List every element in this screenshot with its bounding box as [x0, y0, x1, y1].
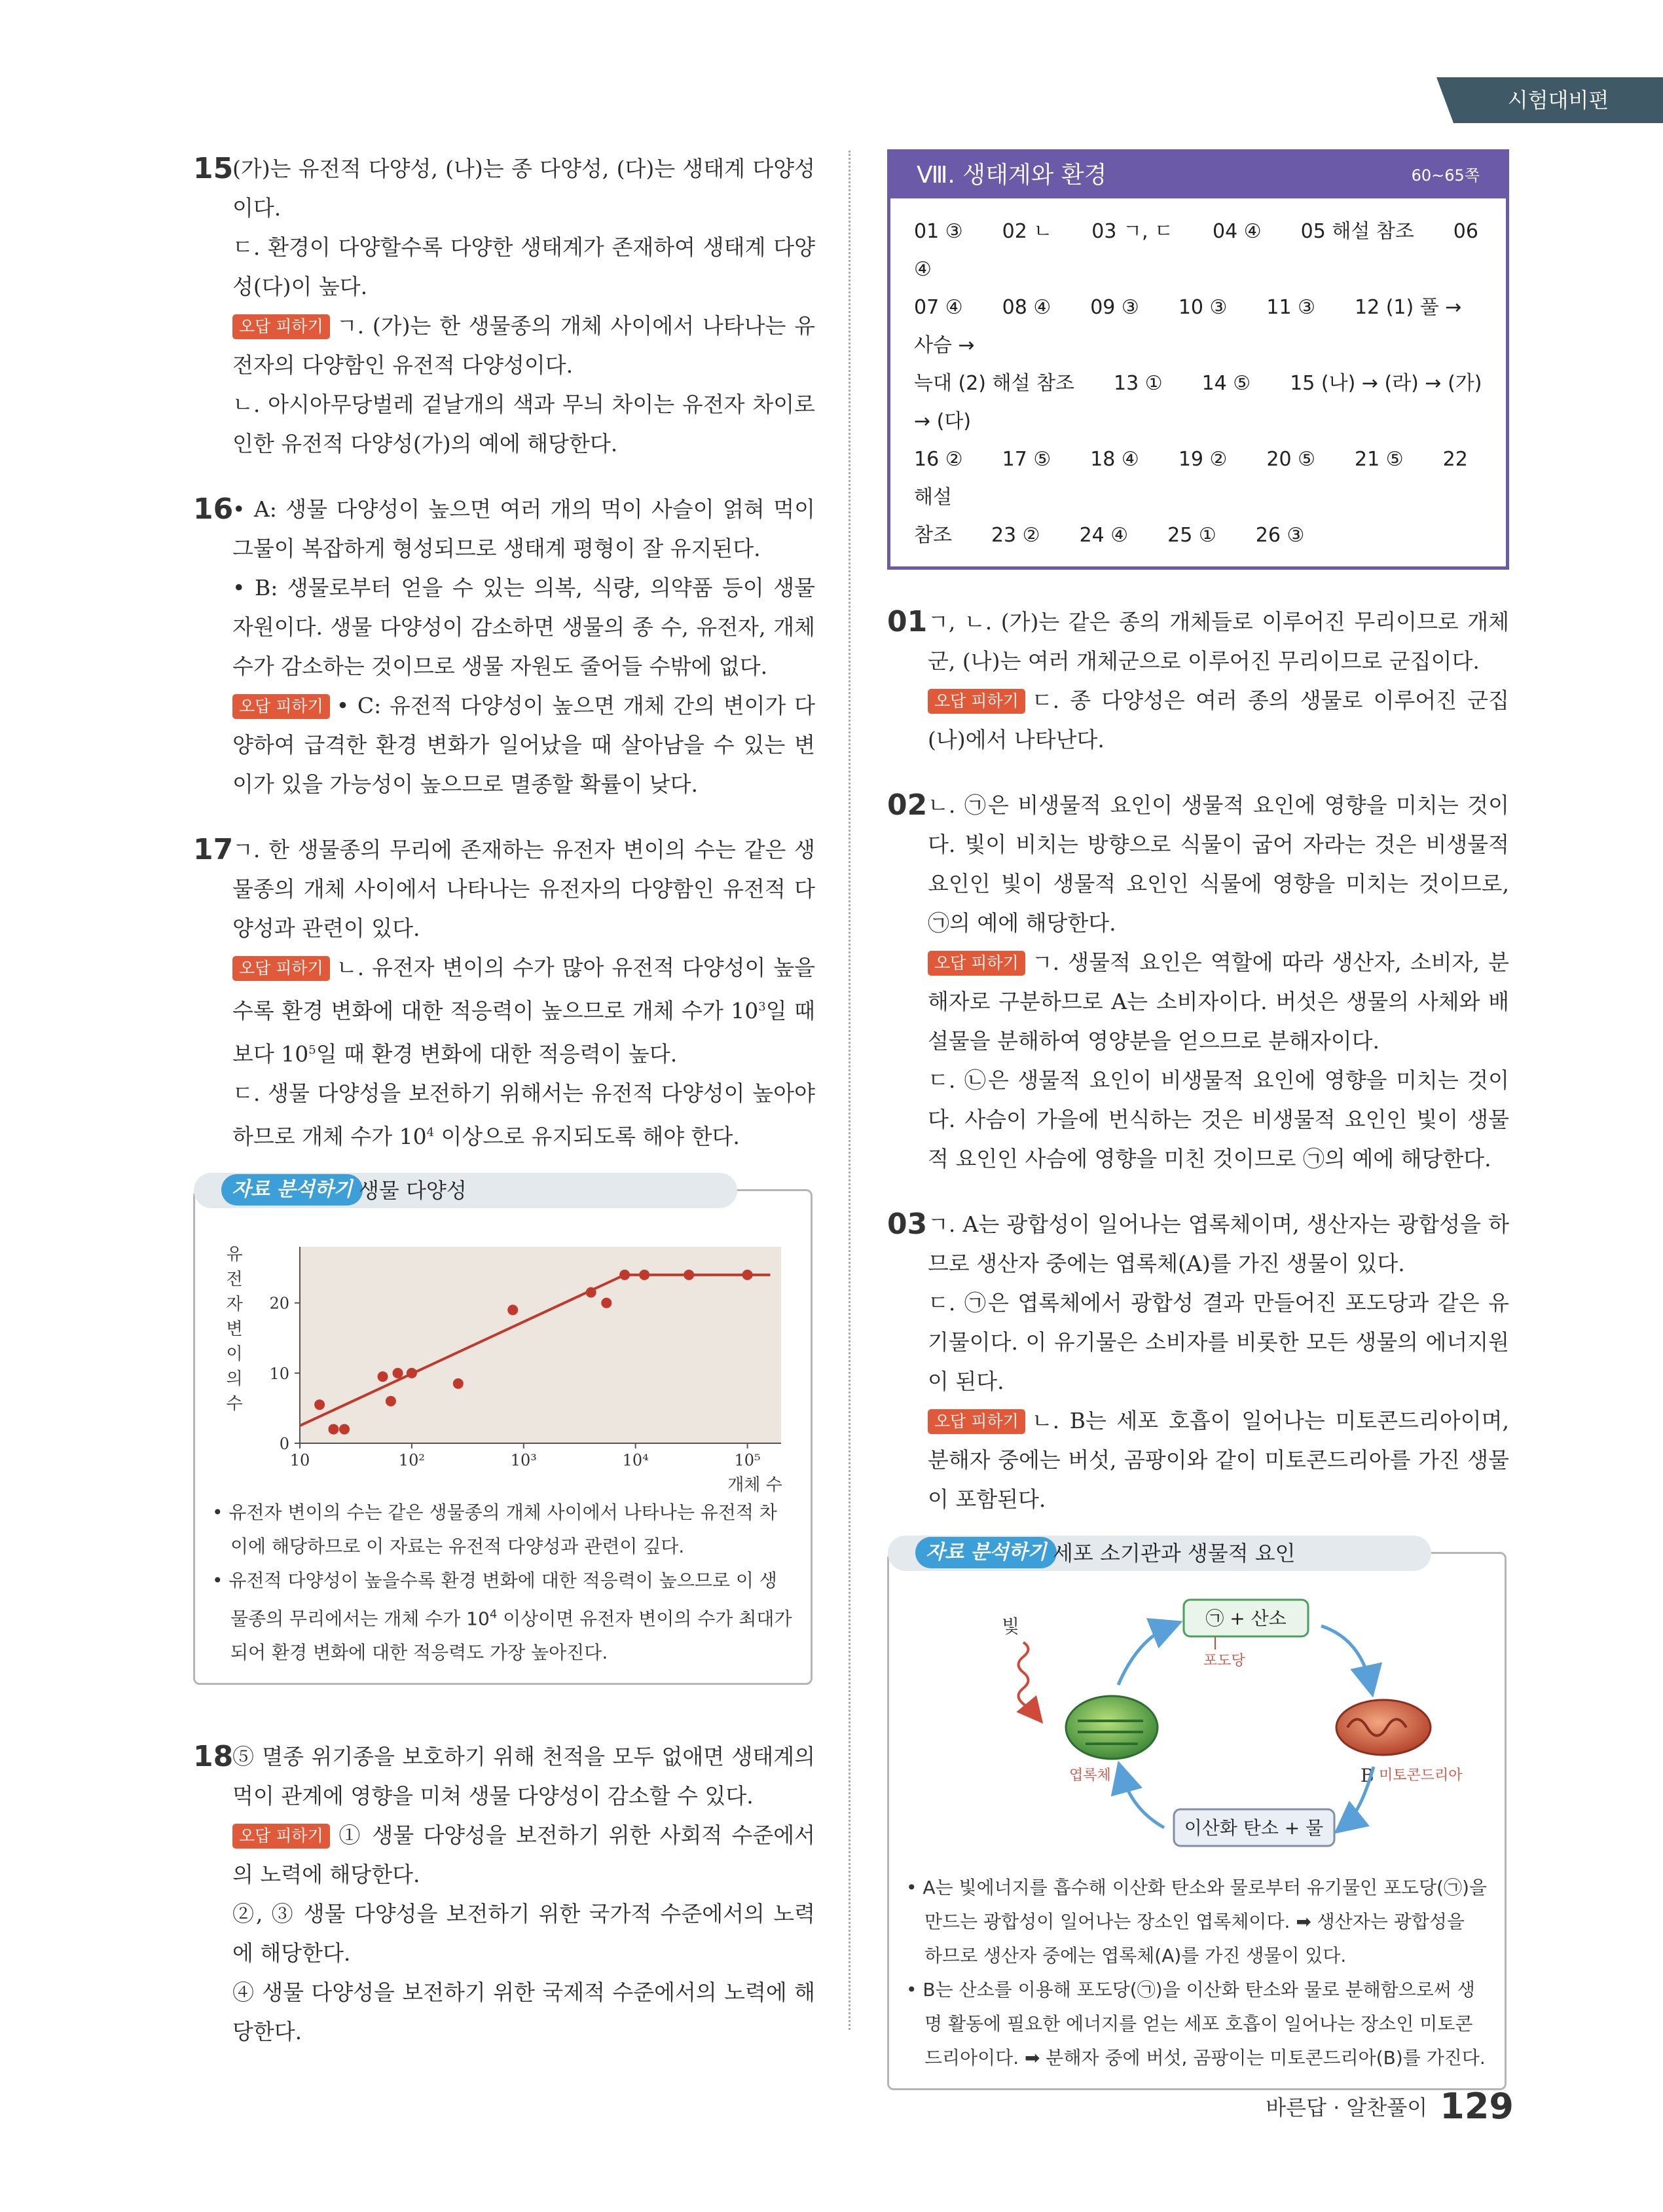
y-axis-label-char: 수 [226, 1394, 243, 1414]
chloroplast-label: 엽록체 A [1069, 1767, 1125, 1784]
wrong-answer-tag: 오답 피하기 [232, 694, 330, 719]
question-number: 16 [193, 492, 234, 526]
question-15 [193, 149, 815, 464]
explanation-line: ㄷ. ㉡은 생물적 요인이 비생물적 요인에 영향을 미치는 것이다. 사슴이 가을에 번식하는 것은 비생물적 요인인 빛이 생물적 요인인 사슴에 영향을 미친 것이므로 ㉠의 예에 해당한다. [928, 1067, 1509, 1171]
explanation-line: ㄱ. (가)는 한 생물종의 개체 사이에서 나타나는 유전자의 다양함인 유전적 다양성이다. [232, 313, 815, 378]
question-18 [193, 1737, 815, 2052]
data-point [742, 1270, 753, 1280]
analysis-badge: 자료 분석하기 [221, 1174, 363, 1206]
y-axis-label-char: 의 [226, 1369, 243, 1389]
data-analysis-box-organelles [887, 1541, 1507, 2090]
x-tick-label: 10⁵ [734, 1451, 761, 1469]
explanation-line: ㄱ, ㄴ. (가)는 같은 종의 개체들로 이루어진 무리이므로 개체군, (나)는 여러 개체군으로 이루어진 무리이므로 군집이다. [928, 609, 1509, 674]
wrong-answer-tag: 오답 피하기 [928, 689, 1025, 714]
explanation-line: (가)는 유전적 다양성, (나)는 종 다양성, (다)는 생태계 다양성이다. [232, 156, 815, 221]
answer-03 [887, 1205, 1509, 1519]
y-axis-label-char: 유 [226, 1245, 243, 1264]
data-analysis-box-biodiversity [193, 1178, 813, 1685]
explanation-line: ⑤ 멸종 위기종을 보호하기 위해 천적을 모두 없애면 생태계의 먹이 관계에 영향을 미쳐 생물 다양성이 감소할 수 있다. [232, 1744, 815, 1809]
arrow-glucose-to-mito [1321, 1626, 1370, 1685]
left-column [193, 149, 815, 2078]
question-17 [193, 830, 815, 1156]
analysis-bullet: • 유전자 변이의 수는 같은 생물종의 개체 사이에서 나타나는 유전적 차이에 해당하므로 이 자료는 유전적 다양성과 관련이 깊다. [212, 1502, 777, 1557]
x-tick-label: 10 [289, 1451, 310, 1469]
data-point [619, 1270, 630, 1280]
page-range: 60~65쪽 [1411, 166, 1480, 185]
data-point [314, 1399, 325, 1410]
page-footer [1266, 2086, 1514, 2127]
y-tick-label: 10 [269, 1364, 289, 1383]
explanation-text: ㄴ. 유전자 변이의 수가 많아 유전적 다양성이 높을수록 환경 변화에 대한 적응력이 높으므로 개체 수가 10 [232, 955, 815, 1023]
explanation-line: ㄷ. 환경이 다양할수록 다양한 생태계가 존재하여 생태계 다양성(다)이 높다. [232, 234, 815, 299]
wrong-answer-tag: 오답 피하기 [928, 1409, 1025, 1434]
exponent: 5 [308, 1043, 316, 1057]
wrong-answer-tag: 오답 피하기 [232, 956, 330, 981]
analysis-bullet: • A는 빛에너지를 흡수해 이산화 탄소와 물로부터 유기물인 포도당(㉠)을 만드는 광합성이 일어나는 장소인 엽록체이다. ➡ 생산자는 광합성을 하므로 생산자 중에는 엽록체(A)를 가진 생물이 있다. [906, 1877, 1488, 1966]
section-tab: 시험대비편 [1453, 77, 1663, 123]
data-point [601, 1298, 612, 1308]
data-point [393, 1368, 403, 1378]
explanation-text: 이상으로 유지되도록 해야 한다. [434, 1124, 740, 1149]
light-arrow [1019, 1642, 1037, 1716]
data-point [684, 1270, 694, 1280]
right-column [887, 149, 1509, 2090]
explanation-line: ① 생물 다양성을 보전하기 위한 사회적 수준에서의 노력에 해당한다. [232, 1822, 815, 1888]
answer-key-box [887, 149, 1509, 570]
question-number: 15 [193, 152, 234, 185]
light-label: 빛 [1002, 1615, 1020, 1637]
explanation-line: ㄱ. A는 광합성이 일어나는 엽록체이며, 생산자는 광합성을 하므로 생산자 중에는 엽록체(A)를 가진 생물이 있다. [928, 1211, 1509, 1276]
data-point [507, 1304, 518, 1315]
y-tick-label: 0 [279, 1435, 289, 1453]
question-number: 01 [887, 605, 928, 638]
explanation-line: • C: 유전적 다양성이 높으면 개체 간의 변이가 다양하여 급격한 환경 변화가 일어났을 때 살아남을 수 있는 변이가 있을 가능성이 높으므로 멸종할 확률이 낮다. [232, 693, 815, 797]
analysis-title: 세포 소기관과 생물적 요인 [1053, 1541, 1296, 1566]
book-title: 바른답 · 알찬풀이 [1266, 2095, 1428, 2120]
analysis-title: 생물 다양성 [359, 1178, 467, 1203]
x-axis-label: 개체 수 [727, 1475, 782, 1495]
answer-01 [887, 602, 1509, 760]
exponent: 3 [758, 1000, 766, 1014]
explanation-line: ㄴ. 아시아무당벌레 겉날개의 색과 무늬 차이는 유전자 차이로 인한 유전적 다양성(가)의 예에 해당한다. [232, 392, 815, 456]
glucose-oxygen-label: ㉠ + 산소 [1205, 1608, 1287, 1629]
explanation-text: ㄷ. 생물 다양성을 보전하기 위해서는 유전적 다양성이 높아야 하므로 개체 수가 10 [232, 1080, 815, 1149]
answer-02 [887, 786, 1509, 1179]
genetic-variation-chart [208, 1221, 797, 1496]
page-number: 129 [1440, 2086, 1514, 2127]
x-tick-label: 10⁴ [622, 1451, 649, 1469]
x-tick-label: 10² [398, 1451, 425, 1469]
analysis-bullet: • B는 산소를 이용해 포도당(㉠)을 이산화 탄소와 물로 분해함으로써 생명 활동에 필요한 에너지를 얻는 세포 호흡이 일어나는 장소인 미토콘드리아이다. ➡ 분해자 중에 버섯, 곰팡이는 미토콘드리아(B)를 가진다. [906, 1979, 1486, 2069]
explanation-line: ②, ③ 생물 다양성을 보전하기 위한 국가적 수준에서의 노력에 해당한다. [232, 1901, 815, 1966]
y-axis-label [226, 1245, 242, 1414]
answer-row: 07 ④ 08 ④ 09 ③ 10 ③ 11 ③ 12 (1) 풀 → 사슴 → [914, 296, 1462, 357]
mitochondria-letter: B [1361, 1765, 1374, 1786]
unit-title: Ⅷ. 생태계와 환경 [917, 162, 1107, 189]
data-point [639, 1270, 649, 1280]
chloroplast-icon [1066, 1696, 1158, 1759]
y-axis-label-char: 이 [226, 1344, 243, 1364]
question-number: 03 [887, 1207, 928, 1241]
data-point [339, 1424, 350, 1435]
y-axis-label-char: 전 [226, 1270, 243, 1289]
explanation-line: ㄱ. 생물적 요인은 역할에 따라 생산자, 소비자, 분해자로 구분하므로 A는 소비자이다. 버섯은 생물의 사체와 배설물을 분해하여 영양분을 얻으므로 분해자이다. [928, 949, 1509, 1054]
answer-row: 늑대 (2) 해설 참조 13 ① 14 ⑤ 15 (나) → (라) → (가) → (다) [914, 372, 1482, 433]
explanation-line: • B: 생물로부터 얻을 수 있는 의복, 식량, 의약품 등이 생물 자원이다. 생물 다양성이 감소하면 생물의 종 수, 유전자, 개체 수가 감소하는 것이므로 생물 자원도 줄어들 수밖에 없다. [232, 575, 815, 679]
answer-key-header [890, 153, 1506, 198]
arrow-co2-to-chloroplast [1122, 1773, 1164, 1828]
explanation-line: ④ 생물 다양성을 보전하기 위한 국제적 수준에서의 노력에 해당한다. [232, 1980, 815, 2045]
analysis-bullet [212, 1564, 794, 1670]
data-point [407, 1368, 417, 1378]
data-point [453, 1378, 464, 1389]
explanation-line: • A: 생물 다양성이 높으면 여러 개의 먹이 사슬이 얽혀 먹이 그물이 복잡하게 형성되므로 생태계 평형이 잘 유지된다. [232, 496, 815, 561]
explanation-line: ㄷ. 종 다양성은 여러 종의 생물로 이루어진 군집(나)에서 나타난다. [928, 688, 1509, 752]
plot-area [300, 1247, 781, 1443]
arrow-chloroplast-to-glucose [1118, 1626, 1171, 1685]
explanation-text: 일 때 환경 변화에 대한 적응력이 높다. [316, 1041, 678, 1067]
data-point [586, 1287, 596, 1298]
question-number: 17 [193, 833, 234, 866]
bullet-text: • 유전적 다양성이 높을수록 환경 변화에 대한 적응력이 높으므로 이 생물종의 무리에서는 개체 수가 10 [212, 1570, 777, 1630]
column-divider [849, 151, 850, 2030]
mitochondria-label: 미토콘드리아 [1379, 1767, 1463, 1784]
question-number: 02 [887, 788, 928, 822]
x-tick-label: 10³ [510, 1451, 537, 1469]
answer-row: 참조 23 ② 24 ④ 25 ① 26 ③ [914, 524, 1305, 547]
glucose-label: 포도당 [1203, 1653, 1245, 1669]
y-axis-label-char: 자 [226, 1295, 243, 1314]
exponent: 4 [426, 1126, 435, 1139]
answer-row: 01 ③ 02 ㄴ 03 ㄱ, ㄷ 04 ④ 05 해설 참조 06 ④ [914, 220, 1478, 281]
organelle-cycle-diagram [902, 1580, 1491, 1868]
explanation-line: ㄴ. B는 세포 호흡이 일어나는 미토콘드리아이며, 분해자 중에는 버섯, 곰팡이와 같이 미토콘드리아를 가진 생물이 포함된다. [928, 1408, 1509, 1512]
y-tick-label: 20 [269, 1294, 289, 1313]
question-number: 18 [193, 1740, 234, 1774]
wrong-answer-tag: 오답 피하기 [928, 951, 1025, 976]
exponent: 4 [489, 1608, 498, 1621]
wrong-answer-tag: 오답 피하기 [232, 1824, 330, 1849]
answer-row: 16 ② 17 ⑤ 18 ④ 19 ② 20 ⑤ 21 ⑤ 22 해설 [914, 448, 1468, 509]
y-axis-label-char: 변 [226, 1319, 243, 1339]
explanation-line: ㄴ. ㉠은 비생물적 요인이 생물적 요인에 영향을 미치는 것이다. 빛이 비치는 방향으로 식물이 굽어 자라는 것은 비생물적 요인인 빛이 생물적 요인인 식물에 영향을 미치는 것이므로, ㉠의 예에 해당한다. [928, 792, 1509, 936]
wrong-answer-tag: 오답 피하기 [232, 314, 330, 339]
explanation-line: ㄷ. ㉠은 엽록체에서 광합성 결과 만들어진 포도당과 같은 유기물이다. 이 유기물은 소비자를 비롯한 모든 생물의 에너지원이 된다. [928, 1290, 1509, 1394]
bullet-text: 이상이면 유전자 변이의 수가 최대가 되어 환경 변화에 대한 적응력도 가장 높아진다. [230, 1608, 792, 1664]
question-16 [193, 490, 815, 804]
co2-water-label: 이산화 탄소 + 물 [1184, 1817, 1324, 1839]
data-point [386, 1396, 396, 1407]
data-point [328, 1424, 338, 1435]
explanation-text: 일 때보다 10 [232, 998, 815, 1067]
mitochondria-icon [1336, 1700, 1431, 1755]
analysis-badge: 자료 분석하기 [915, 1537, 1057, 1568]
data-point [378, 1371, 388, 1382]
explanation-line: ㄱ. 한 생물종의 무리에 존재하는 유전자 변이의 수는 같은 생물종의 개체 사이에서 나타나는 유전자의 다양함인 유전적 다양성과 관련이 있다. [232, 837, 815, 941]
